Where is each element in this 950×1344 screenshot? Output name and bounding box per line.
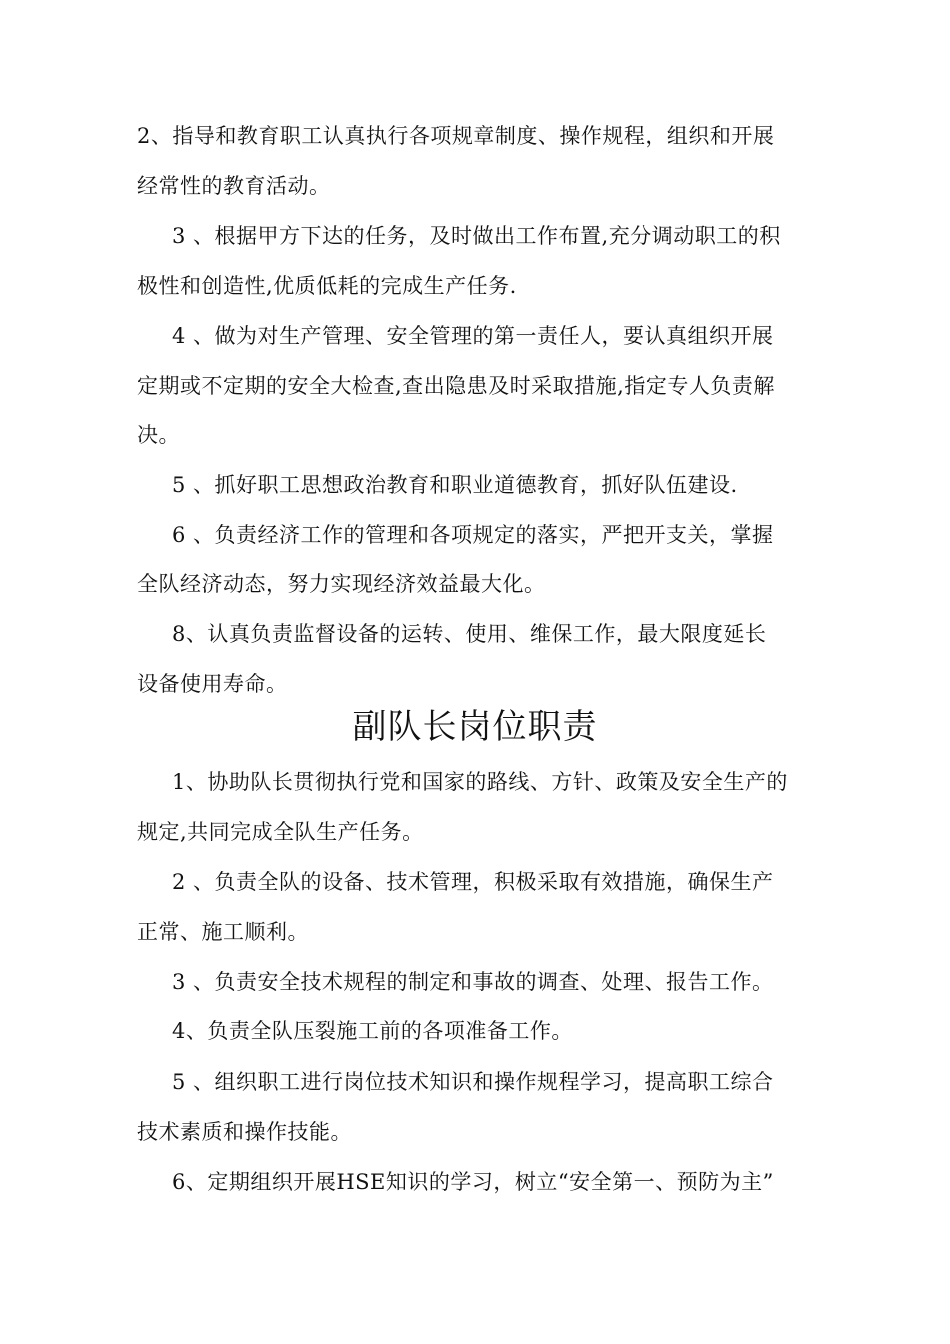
paragraph-line: 全队经济动态，努力实现经济效益最大化。 [137,572,546,596]
paragraph-line: 5 、抓好职工思想政治教育和职业道德教育，抓好队伍建设. [172,473,738,497]
paragraph-line: 6 、负责经济工作的管理和各项规定的落实，严把开支关，掌握 [172,523,774,547]
paragraph-line: 正常、施工顺利。 [137,920,309,944]
paragraph-line: 2、指导和教育职工认真执行各项规章制度、操作规程，组织和开展 [137,124,775,148]
paragraph-line: 设备使用寿命。 [137,672,288,696]
paragraph-line: 1、协助队长贯彻执行党和国家的路线、方针、政策及安全生产的 [172,770,788,794]
paragraph-line: 3 、负责安全技术规程的制定和事故的调查、处理、报告工作。 [172,970,774,994]
paragraph-line: 8、认真负责监督设备的运转、使用、维保工作，最大限度延长 [172,622,767,646]
paragraph-line: 经常性的教育活动。 [137,174,331,198]
paragraph-line: 定期或不定期的安全大检查,查出隐患及时采取措施,指定专人负责解 [137,374,775,398]
paragraph-line: 规定,共同完成全队生产任务。 [137,820,424,844]
paragraph-line: 4、负责全队压裂施工前的各项准备工作。 [172,1019,573,1043]
paragraph-line: 6、定期组织开展HSE知识的学习，树立“安全第一、预防为主” [172,1170,774,1194]
paragraph-line: 极性和创造性,优质低耗的完成生产任务. [137,274,517,298]
paragraph-line: 4 、做为对生产管理、安全管理的第一责任人，要认真组织开展 [172,324,774,348]
section-title: 副队长岗位职责 [352,707,598,747]
paragraph-line: 3 、根据甲方下达的任务，及时做出工作布置,充分调动职工的积 [172,224,781,248]
paragraph-line: 技术素质和操作技能。 [137,1120,352,1144]
paragraph-line: 5 、组织职工进行岗位技术知识和操作规程学习，提高职工综合 [172,1070,774,1094]
paragraph-line: 决。 [137,423,180,447]
paragraph-line: 2 、负责全队的设备、技术管理，积极采取有效措施，确保生产 [172,870,774,894]
